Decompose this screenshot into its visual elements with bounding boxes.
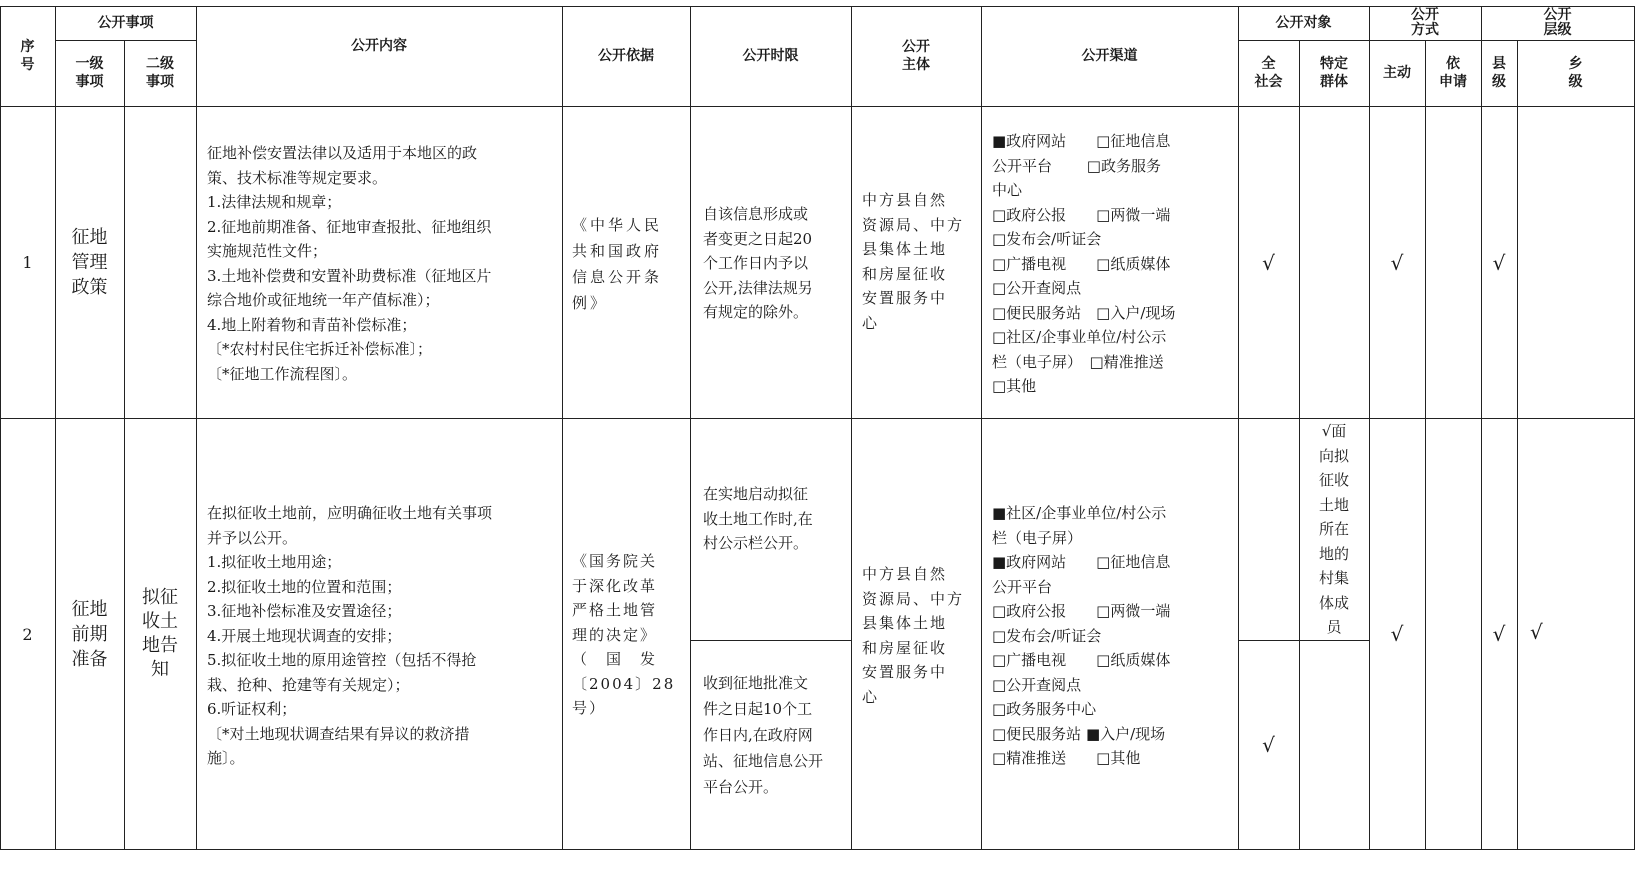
header-content: 公开内容 [351, 38, 407, 54]
channel-item: ■社区/企事业单位/村公示 [992, 504, 1167, 522]
header-method-request: 依 申请 [1439, 56, 1467, 90]
channel-item: □广播电视 □纸质媒体 [992, 651, 1171, 669]
row2-level-county-check: √ [1492, 622, 1506, 646]
row2-target-specific-a: √面 向拟 征收 土地 所在 地的 村集 体成 员 [1318, 422, 1349, 637]
channel-item: □政务服务中心 [992, 700, 1097, 718]
channel-item: □发布会/听证会 [992, 626, 1102, 645]
channel-item: □精准推送 □其他 [992, 749, 1141, 767]
channel-item: □政府公报 □两微一端 [992, 205, 1171, 224]
col-line [196, 6, 197, 850]
channel-item: □社区/企事业单位/村公示 [992, 328, 1167, 346]
row1-content: 征地补偿安置法律以及适用于本地区的政 策、技术标准等规定要求。 1.法律法规和规章； 2.征地前期准备、征地审查报批、征地组织 实施规范性文件； 3.土地补偿费和安置补助费标准（征地区片 综合地价或征地统一年产值标准）； 4.地上附着物和青苗补偿标准； 〔*农村村民住宅拆迁补偿标准〕； 〔*征地工作流程图〕。 [207, 144, 492, 383]
row2-basis: 《国务院关 于深化改革 严格土地管 理的决定》 （ 国 发 〔2004〕28 号） [572, 552, 676, 717]
channel-item: □公开查阅点 [992, 279, 1082, 297]
channel-item: 公开平台 [992, 577, 1053, 596]
header-target-all: 全 社会 [1254, 56, 1283, 90]
channel-item: 栏（电子屏） □精准推送 [992, 352, 1164, 371]
channel-item: □便民服务站 ■入户/现场 [992, 724, 1166, 743]
row1-time-limit: 自该信息形成或 者变更之日起20 个工作日内予以 公开,法律法规另 有规定的除外。 [703, 205, 813, 321]
row1-basis: 《中华人民 共和国政府 信息公开条 例》 [572, 216, 663, 312]
row1-seq: 1 [22, 253, 33, 272]
header-items: 公开事项 [97, 15, 154, 31]
channel-item: 中心 [992, 181, 1023, 199]
header-seq: 序 号 [20, 39, 35, 73]
header-target: 公开对象 [1275, 15, 1332, 31]
header-level2: 二级 事项 [146, 56, 174, 90]
row2-time-limit-b: 收到征地批准文 件之日起10个工 作日内,在政府网 站、征地信息公开 平台公开。 [703, 674, 824, 796]
header-level-county: 县 级 [1492, 56, 1506, 90]
row2-seq: 2 [22, 624, 33, 644]
channel-item: □发布会/听证会 [992, 230, 1102, 248]
table-border-bottom [0, 849, 1635, 850]
header-target-specific: 特定 群体 [1320, 56, 1348, 90]
header-method-active: 主动 [1383, 65, 1411, 81]
col-line [981, 6, 982, 850]
row1-level1: 征地 管理 政策 [71, 227, 108, 298]
row1-method-active-check: √ [1390, 250, 1404, 275]
channel-item: ■政府网站 □征地信息 [992, 553, 1171, 571]
header-basis: 公开依据 [598, 48, 654, 64]
col-line [1425, 40, 1426, 850]
row2-level1: 征地 前期 准备 [71, 598, 108, 670]
col-line [562, 6, 563, 850]
header-subject: 公开 主体 [902, 39, 930, 73]
row1-target-all-check: √ [1262, 250, 1275, 275]
row2-time-limit-a: 在实地启动拟征 收土地工作时,在 村公示栏公开。 [703, 485, 813, 552]
row2-subject: 中方县自然 资源局、中方 县集体土地 和房屋征收 安置服务中 心 [862, 565, 965, 706]
col-line [690, 6, 691, 850]
channel-item: ■政府网站 □征地信息 [992, 132, 1171, 150]
col-line [1517, 40, 1518, 850]
time-limit-split [690, 640, 852, 641]
row1-level-county-check: √ [1492, 250, 1506, 275]
row1-channels [992, 129, 1236, 399]
channel-item: 栏（电子屏） [992, 528, 1083, 547]
row2-level2: 拟征 收土 地告 知 [142, 587, 178, 680]
channel-item: □便民服务站 □入户/现场 [992, 303, 1176, 322]
channel-item: □政府公报 □两微一端 [992, 602, 1171, 620]
row2-content: 在拟征收土地前，应明确征收土地有关事项 并予以公开。 1.拟征收土地用途； 2.拟征收土地的位置和范围； 3.征地补偿标准及安置途径； 4.开展土地现状调查的安排； 5.拟征收土地的原用途管控（包括不得抢 栽、抢种、抢建等有关规定）； 6.听证权利； 〔*对土地现状调查结果有异议的救济措 施〕。 [207, 504, 493, 767]
row2-method-active-check: √ [1390, 622, 1404, 646]
channel-item: □其他 [992, 377, 1037, 395]
channel-item: □广播电视 □纸质媒体 [992, 254, 1171, 273]
col-line [851, 6, 852, 850]
header-level1: 一级 事项 [75, 56, 104, 90]
row2-target-all-check: √ [1262, 733, 1275, 757]
channel-item: 公开平台 □政务服务 [992, 156, 1161, 175]
header-time-limit: 公开时限 [742, 48, 799, 64]
row2-channels [992, 501, 1236, 771]
row1-subject: 中方县自然 资源局、中方 县集体土地 和房屋征收 安置服务中 心 [862, 191, 965, 332]
row2-level-township-check: √ [1530, 620, 1543, 644]
header-level: 公开 层级 [1543, 7, 1572, 38]
header-level-township: 乡 级 [1568, 56, 1583, 90]
channel-item: □公开查阅点 [992, 675, 1082, 694]
header-channels: 公开渠道 [1081, 48, 1138, 64]
header-method: 公开 方式 [1411, 7, 1439, 38]
